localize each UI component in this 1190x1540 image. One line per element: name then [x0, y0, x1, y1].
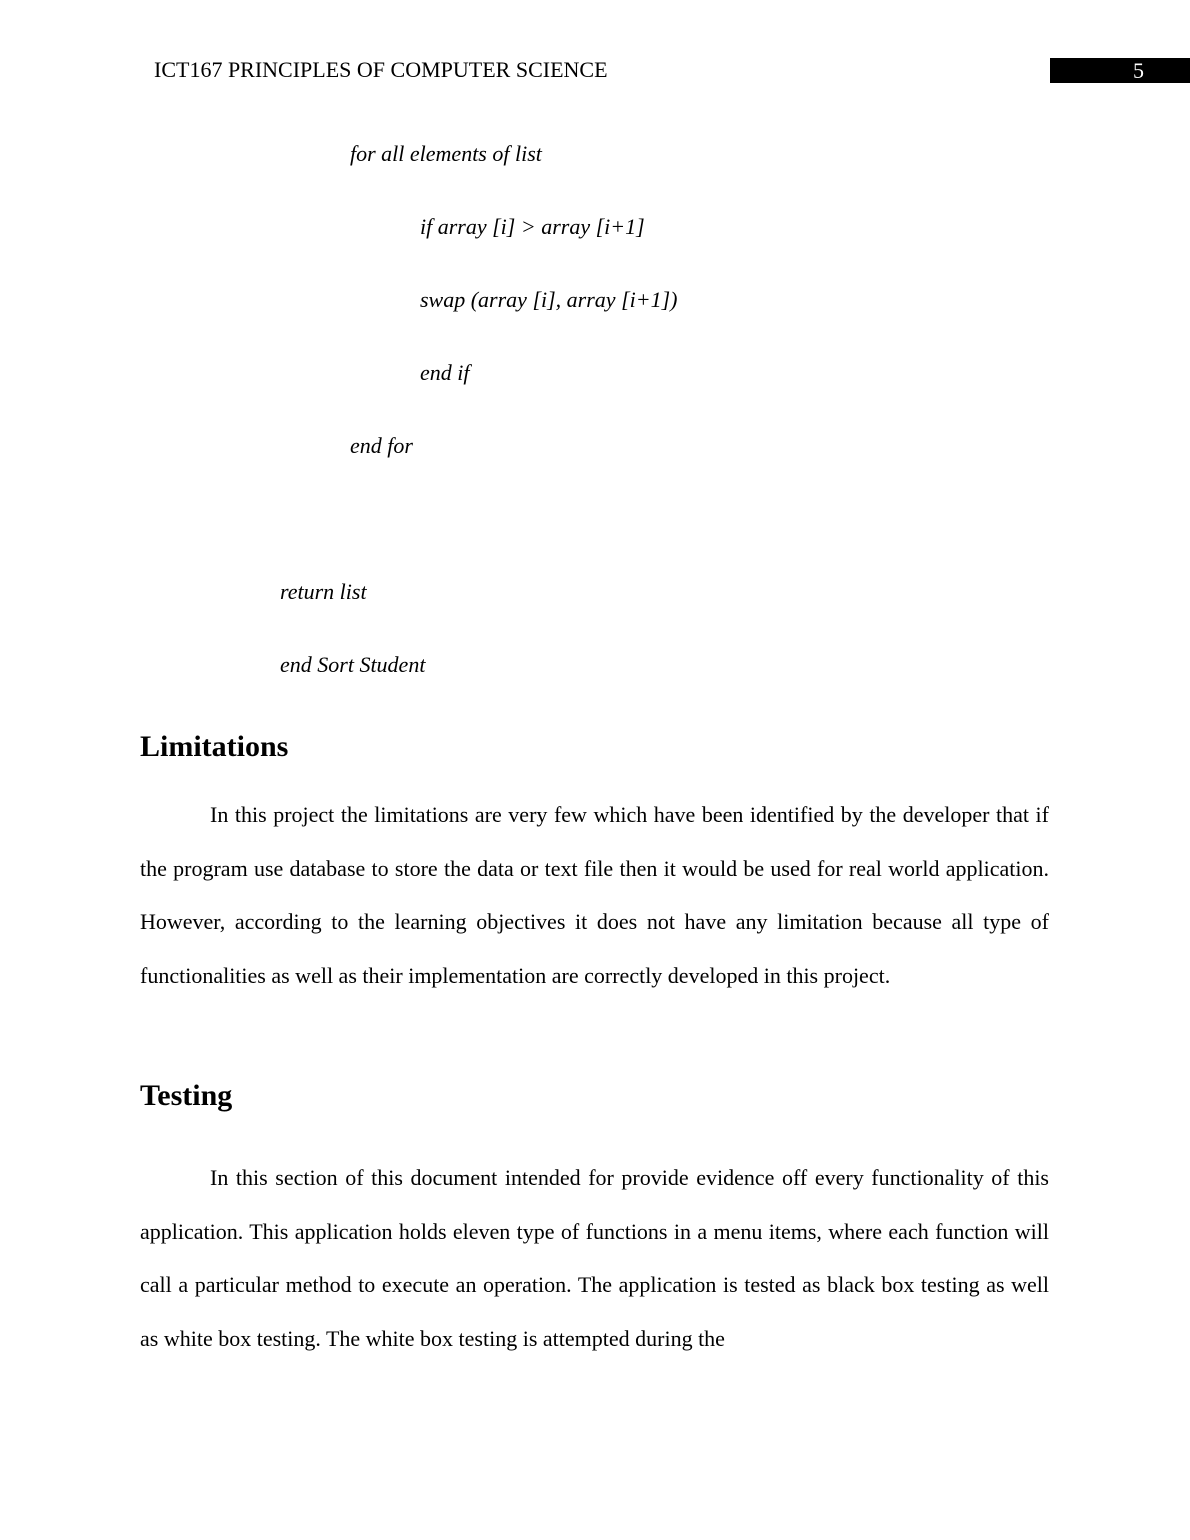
pseudocode-line: if array [i] > array [i+1] [420, 214, 645, 239]
pseudocode-line: end if [420, 360, 470, 385]
testing-paragraph: In this section of this document intended for provide evidence off every functionality of this application. This application holds eleven type of functions in a menu items, where each function will call a particular method to execute an operation. The application is tested as black box testing as well as white box testing. The white box testing is attempted during the [140, 1165, 1049, 1352]
pseudocode-line: swap (array [i], array [i+1]) [420, 287, 678, 312]
limitations-heading: Limitations [140, 730, 289, 763]
page-number-box [1050, 58, 1190, 83]
pseudocode-line: end for [350, 433, 413, 458]
pseudocode-line: end Sort Student [280, 652, 426, 677]
running-header-title: ICT167 PRINCIPLES OF COMPUTER SCIENCE [154, 57, 608, 82]
testing-heading: Testing [140, 1079, 233, 1112]
pseudocode-line: return list [280, 579, 367, 604]
pseudocode-line: for all elements of list [350, 141, 542, 166]
page-number: 5 [1133, 58, 1144, 83]
limitations-paragraph: In this project the limitations are very few which have been identified by the developer that if the program use database to store the data or text file then it would be used for real world application. However, according to the learning objectives it does not have any limitation because all type of functionalities as well as their implementation are correctly developed in this project. [140, 802, 1049, 989]
